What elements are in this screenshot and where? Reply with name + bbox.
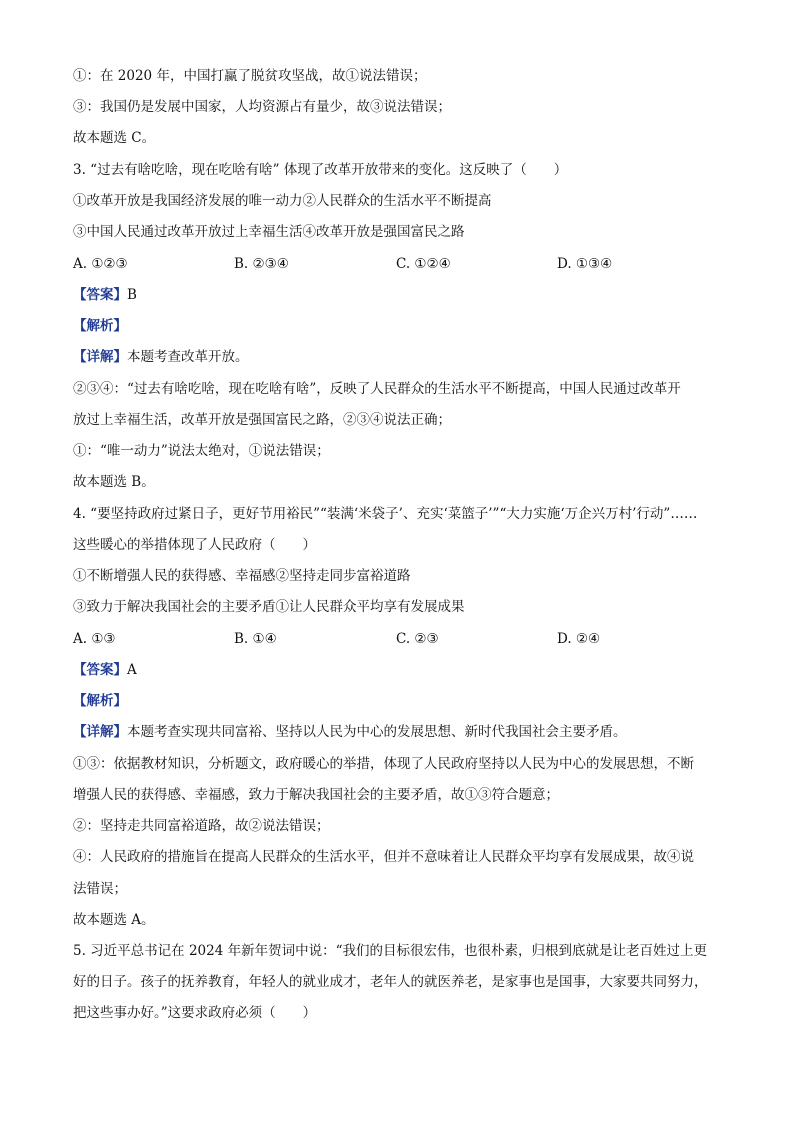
text-line: ④：人民政府的措施旨在提高人民群众的生活水平，但并不意味着让人民群众平均享有发展成果，故④说 xyxy=(73,849,694,865)
text-line: 增强人民的获得感、幸福感，致力于解决我国社会的主要矛盾，故①③符合题意； xyxy=(73,787,559,803)
question-4-statement: ③致力于解决我国社会的主要矛盾①让人民群众平均享有发展成果 xyxy=(73,599,465,615)
text-line: 故本题选 B。 xyxy=(73,474,155,490)
text-line: 故本题选 C。 xyxy=(73,130,156,146)
detail-line xyxy=(73,347,728,367)
detail-label: 【详解】 xyxy=(73,724,127,740)
option-b: B. ①④ xyxy=(234,631,277,647)
option-a: A. ①③ xyxy=(73,631,116,647)
detail-line xyxy=(73,722,728,742)
answer-label: 【答案】 xyxy=(73,287,127,303)
question-5-stem: 把这些事办好。”这要求政府必须（ ） xyxy=(73,1005,317,1021)
answer-line xyxy=(73,285,728,305)
text-line: ①：“唯一动力”说法太绝对，①说法错误； xyxy=(73,443,330,459)
option-a: A. ①②③ xyxy=(73,256,128,272)
answer-value: B xyxy=(127,287,137,303)
option-c: C. ②③ xyxy=(396,631,439,647)
text-line: ②③④：“过去有啥吃啥，现在吃啥有啥”，反映了人民群众的生活水平不断提高，中国人民通过改革开 xyxy=(73,381,681,397)
detail-text: 本题考查改革开放。 xyxy=(127,349,249,365)
answer-label: 【答案】 xyxy=(73,662,127,678)
question-5-stem: 5. 习近平总书记在 2024 年新年贺词中说：“我们的目标很宏伟，也很朴素，归根到底就是让老百姓过上更 xyxy=(73,943,708,959)
text-line: ①：在 2020 年，中国打赢了脱贫攻坚战，故①说法错误； xyxy=(73,68,427,84)
answer-line xyxy=(73,660,728,680)
text-line: ①③：依据教材知识，分析题文，政府暖心的举措，体现了人民政府坚持以人民为中心的发展思想，不断 xyxy=(73,756,694,772)
answer-value: A xyxy=(127,662,137,678)
analysis-label: 【解析】 xyxy=(73,693,127,709)
option-c: C. ①②④ xyxy=(396,256,451,272)
option-b: B. ②③④ xyxy=(234,256,289,272)
question-5-stem: 好的日子。孩子的抚养教育，年轻人的就业成才，老年人的就医养老，是家事也是国事，大家要共同努力， xyxy=(73,974,708,990)
option-d: D. ②④ xyxy=(557,631,601,647)
question-4-stem: 这些暖心的举措体现了人民政府（ ） xyxy=(73,537,316,553)
text-line: 放过上幸福生活，改革开放是强国富民之路，②③④说法正确； xyxy=(73,412,451,428)
question-4-options xyxy=(73,629,728,649)
detail-text: 本题考查实现共同富裕、坚持以人民为中心的发展思想、新时代我国社会主要矛盾。 xyxy=(127,724,627,740)
question-3-options xyxy=(73,254,728,274)
detail-label: 【详解】 xyxy=(73,349,127,365)
text-line: ③：我国仍是发展中国家，人均资源占有量少，故③说法错误； xyxy=(73,99,451,115)
question-3-stem: 3. “过去有啥吃啥，现在吃啥有啥” 体现了改革开放带来的变化。这反映了（ ） xyxy=(73,162,568,178)
analysis-label: 【解析】 xyxy=(73,318,127,334)
analysis-line xyxy=(73,691,728,711)
question-4-stem: 4. “要坚持政府过紧日子，更好节用裕民”“装满‘米袋子’、充实‘菜篮子’”“大力实施‘万企兴万村’行动”…… xyxy=(73,506,698,522)
text-line: 法错误； xyxy=(73,881,127,897)
analysis-line xyxy=(73,316,728,336)
question-3-statement: ③中国人民通过改革开放过上幸福生活④改革开放是强国富民之路 xyxy=(73,224,465,240)
text-line: ②：坚持走共同富裕道路，故②说法错误； xyxy=(73,818,330,834)
text-line: 故本题选 A。 xyxy=(73,912,155,928)
question-3-statement: ①改革开放是我国经济发展的唯一动力②人民群众的生活水平不断提高 xyxy=(73,193,492,209)
question-4-statement: ①不断增强人民的获得感、幸福感②坚持走同步富裕道路 xyxy=(73,568,411,584)
option-d: D. ①③④ xyxy=(557,256,613,272)
